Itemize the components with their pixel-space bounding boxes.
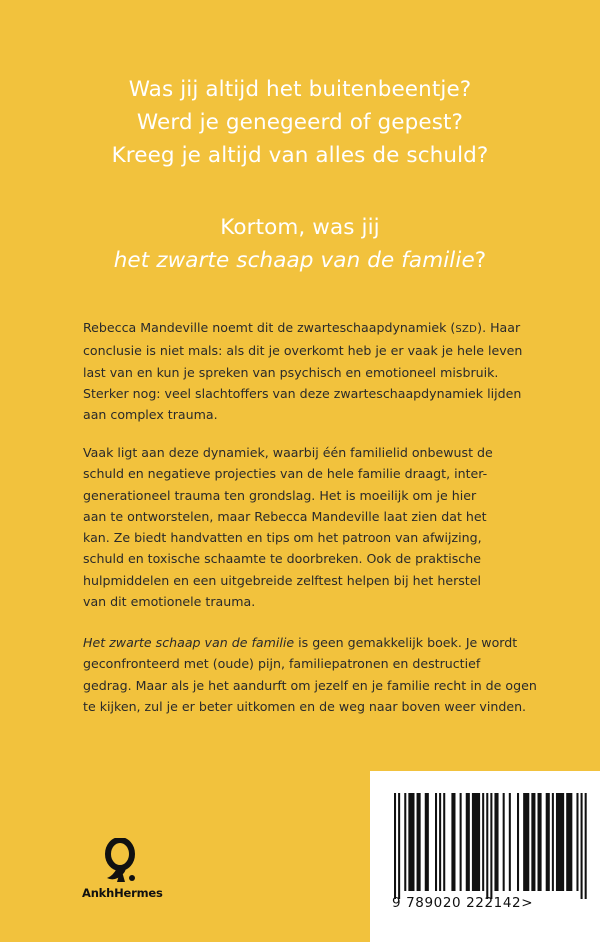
barcode-bar [509,793,511,891]
text-line: Vaak ligt aan deze dynamiek, waarbij één familielid onbewust de [83,445,493,460]
barcode-bar [472,793,480,891]
barcode-bar [503,793,505,891]
text-line: Sterker nog: veel slachtoffers van deze zwarteschaapdynamiek lijden [83,385,522,401]
headline-line-title [40,244,560,277]
text-segment: ). Haar [477,320,521,335]
text-line: te kijken, zul je er beter uitkomen en de weg naar boven weer vinden. [83,698,527,714]
text-line: schuld en toxische schaamte te doorbreken. Ook de praktische [83,551,481,567]
text-segment: is geen gemakkelijk boek. Je wordt [294,635,518,650]
barcode-bar [451,793,455,891]
text-line: geconfronteerd met (oude) pijn, familiepatronen en destructief [83,656,481,672]
barcode-bar [531,793,535,891]
barcode-bar [552,793,554,891]
barcode-bar [517,793,519,891]
barcode-bar [581,793,583,899]
barcode-bar [408,793,414,891]
barcode-bar [566,793,572,891]
isbn-number: 9 789020 222142 [392,895,522,911]
barcode-bar [466,793,470,891]
barcode-bar [443,793,445,891]
publisher-logo [82,838,172,908]
text-line: last van en kun je spreken van psychisch en emotioneel misbruik. [83,364,499,380]
barcode-bar [546,793,550,891]
barcode-bar [394,793,396,899]
barcode-bar [538,793,542,891]
barcode-bar [486,793,488,899]
text-line: generationeel trauma ten grondslag. Het is moeilijk om je hier [83,487,477,503]
text-line: schuld en negatieve projecties van de hele familie draagt, inter- [83,466,488,482]
barcode-bar [556,793,564,891]
barcode-bars [392,793,588,899]
blurb-paragraph-2 [83,442,543,612]
text-line: hulpmiddelen en een uitgebreide zelftest helpen bij het herstel [83,572,481,588]
text-line: conclusie is niet mals: als dit je overkomt heb je er vaak je hele leven [83,343,523,359]
ankhhermes-logo-icon [99,838,141,886]
text-line [83,317,543,340]
barcode-bar [585,793,587,899]
isbn-barcode [370,771,600,942]
headline-line: Was jij altijd het buitenbeentje? [128,77,472,102]
publisher-name: AnkhHermes [82,886,163,900]
headline-line: Werd je genegeerd of gepest? [136,110,464,135]
barcode-bar [425,793,429,891]
barcode-bar [460,793,462,891]
blurb-paragraph-1 [83,317,543,425]
isbn-digits [392,895,592,911]
headline-line: Kortom, was jij [220,215,380,240]
book-title-italic: het zwarte schaap van de familie [113,248,475,273]
headline-line: Kreeg je altijd van alles de schuld? [111,143,489,168]
headline-conclusion [40,211,560,277]
abbreviation-szd: SZD [455,324,478,335]
text-line: aan complex trauma. [83,407,218,423]
text-line [83,632,543,653]
barcode-bar [490,793,492,899]
barcode-bar [576,793,578,891]
text-line: kan. Ze biedt handvatten en tips om het patroon van afwijzing, [83,530,482,546]
quiet-zone-marker: > [521,895,534,911]
barcode-bar [482,793,484,891]
text-line: van dit emotionele trauma. [83,594,256,610]
barcode-bar [417,793,421,891]
blurb-paragraph-3 [83,632,543,717]
barcode-bar [439,793,441,891]
headline-questions [40,73,560,172]
text-line: aan te ontworstelen, maar Rebecca Mandeville laat zien dat het [83,508,487,524]
question-mark: ? [474,248,487,273]
barcode-bar [404,793,406,891]
text-line: gedrag. Maar als je het aandurft om jezelf en je familie recht in de ogen [83,677,537,693]
barcode-bar [435,793,437,891]
book-title-italic: Het zwarte schaap van de familie [83,635,295,650]
barcode-bar [523,793,529,891]
barcode-bar [398,793,400,899]
text-segment: Rebecca Mandeville noemt dit de zwarteschaapdynamiek ( [83,320,456,335]
barcode-bar [494,793,498,891]
